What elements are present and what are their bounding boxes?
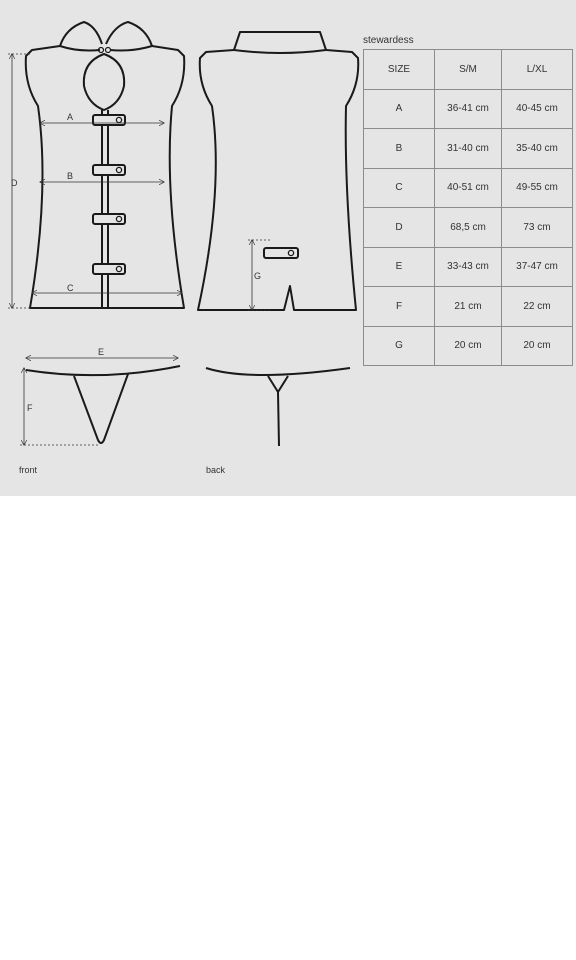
- table-row: [364, 208, 573, 248]
- cell-sm: 21 cm: [435, 287, 502, 327]
- collar-button-icon: [106, 48, 111, 53]
- dim-c-label: C: [67, 283, 74, 293]
- dim-d-label: D: [11, 178, 18, 188]
- table-header-row: [364, 50, 573, 90]
- cell-sm: 40-51 cm: [435, 168, 502, 208]
- size-table: [363, 49, 573, 366]
- row-label: C: [364, 168, 435, 208]
- cell-lxl: 40-45 cm: [502, 89, 573, 129]
- cell-lxl: 49-55 cm: [502, 168, 573, 208]
- row-label: A: [364, 89, 435, 129]
- cell-lxl: 35-40 cm: [502, 129, 573, 169]
- dim-b-label: B: [67, 171, 74, 181]
- cell-sm: 36-41 cm: [435, 89, 502, 129]
- cell-lxl: 20 cm: [502, 326, 573, 366]
- cell-sm: 20 cm: [435, 326, 502, 366]
- header-size: SIZE: [364, 50, 435, 90]
- cell-sm: 33-43 cm: [435, 247, 502, 287]
- table-title: stewardess: [363, 35, 414, 46]
- dim-f-label: F: [27, 403, 33, 413]
- header-lxl: L/XL: [502, 50, 573, 90]
- table-row: [364, 129, 573, 169]
- back-button-tab: [264, 248, 298, 258]
- dim-g-label: G: [254, 271, 262, 281]
- back-dress-outline: [198, 32, 358, 310]
- cell-lxl: 73 cm: [502, 208, 573, 248]
- front-thong-outline: [26, 366, 180, 443]
- back-view-label: back: [206, 465, 226, 475]
- table-row: [364, 287, 573, 327]
- row-label: B: [364, 129, 435, 169]
- cell-lxl: 37-47 cm: [502, 247, 573, 287]
- table-row: [364, 247, 573, 287]
- table-row: [364, 168, 573, 208]
- cell-lxl: 22 cm: [502, 287, 573, 327]
- back-thong-outline: [206, 368, 350, 446]
- front-view-label: front: [19, 465, 38, 475]
- dim-e-label: E: [98, 347, 105, 357]
- row-label: G: [364, 326, 435, 366]
- table-row: [364, 326, 573, 366]
- dim-a-label: A: [67, 112, 74, 122]
- cell-sm: 68,5 cm: [435, 208, 502, 248]
- cell-sm: 31-40 cm: [435, 129, 502, 169]
- table-row: [364, 89, 573, 129]
- header-sm: S/M: [435, 50, 502, 90]
- row-label: E: [364, 247, 435, 287]
- row-label: D: [364, 208, 435, 248]
- row-label: F: [364, 287, 435, 327]
